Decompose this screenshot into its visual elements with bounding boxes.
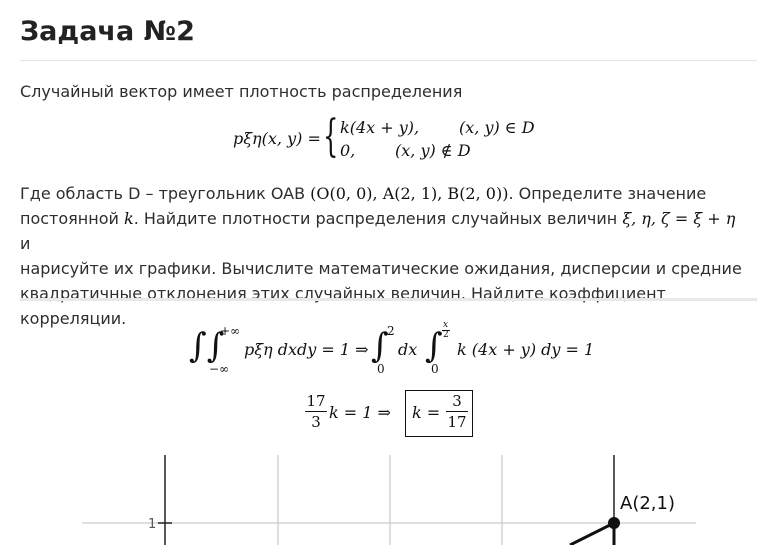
problem-body — [20, 181, 745, 331]
fraction-17-3: 17 3 — [306, 392, 326, 431]
left-brace: { — [323, 111, 339, 162]
density-lhs: pξη(x, y) = — [233, 129, 321, 148]
title-divider — [20, 60, 757, 61]
int2-upper: 2 — [387, 324, 395, 338]
int3-upper-den: 2 — [443, 330, 449, 340]
fraction-3-17: 3 17 — [447, 392, 467, 431]
segment-oa — [570, 523, 614, 545]
vars-expr: ξ, η, ζ = ξ + η — [622, 209, 736, 228]
grid — [82, 455, 696, 545]
normalization-equation — [185, 322, 605, 380]
body-line-3: нарисуйте их графики. Вычислите математические ожидания, дисперсии и средние — [20, 259, 742, 278]
int3-upper-num: x — [443, 320, 449, 330]
eq2-middle: k = 1 ⇒ — [329, 403, 391, 422]
density-case1-cond: (x, y) ∈ D — [459, 118, 535, 137]
int2-lower: 0 — [377, 362, 385, 376]
body-line-4: квадратичные отклонения этих случайных величин. Найдите коэффициент корреляции. — [20, 284, 666, 328]
body-line-1: Где область D – треугольник OAB (O(0, 0), A(2, 1), B(2, 0)). Определите значение — [20, 184, 707, 203]
density-case2-cond: (x, y) ∉ D — [395, 141, 471, 160]
problem-intro: Случайный вектор имеет плотность распределения — [20, 82, 463, 101]
y-tick-label: 1 — [148, 517, 157, 532]
double-integral-sign: ∫∫ — [189, 326, 225, 366]
point-a — [608, 517, 620, 529]
answer-lhs: k = — [412, 403, 441, 422]
point-a-label: A(2,1) — [620, 493, 675, 514]
body-line-2: постоянной k. Найдите плотности распределения случайных величин ξ, η, ζ = ξ + η и — [20, 209, 736, 253]
points-expr: (O(0, 0), A(2, 1), B(2, 0)) — [310, 184, 509, 203]
k-symbol: k — [123, 209, 134, 228]
density-case2-expr: 0, — [340, 141, 356, 160]
int1-lower: −∞ — [209, 362, 230, 376]
eq1-dx: dx — [398, 340, 418, 359]
eq1-integrand: pξη dxdy = 1 ⇒ — [244, 340, 369, 359]
eq1-rhs: k (4x + y) dy = 1 — [457, 340, 595, 359]
int3-lower: 0 — [431, 362, 439, 376]
region-graph — [0, 445, 761, 545]
int3-sign: ∫ — [425, 326, 443, 366]
section-divider — [20, 298, 757, 301]
density-case1-expr: k(4x + y), — [340, 118, 420, 137]
int2-sign: ∫ — [371, 326, 389, 366]
problem-title: Задача №2 — [20, 16, 195, 47]
answer-box — [405, 390, 473, 437]
int1-upper: +∞ — [220, 324, 241, 338]
